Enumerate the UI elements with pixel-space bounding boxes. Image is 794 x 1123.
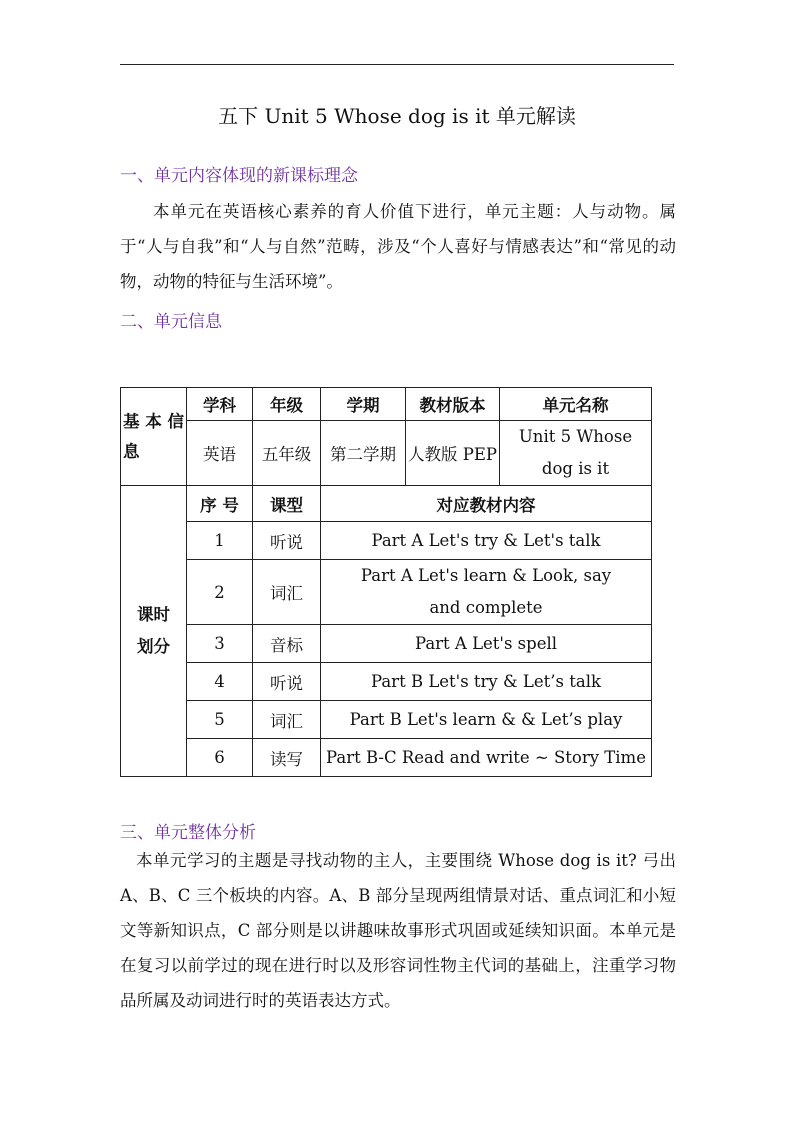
- table-row: [121, 701, 652, 739]
- header-content: 对应教材内容: [321, 486, 652, 522]
- unit-info-table: [120, 387, 652, 777]
- lesson-number: 2: [187, 560, 253, 625]
- header-grade: 年级: [253, 388, 321, 421]
- value-subject: 英语: [187, 421, 253, 486]
- lesson-content: Part A Let's try & Let's talk: [321, 522, 652, 560]
- header-subject: 学科: [187, 388, 253, 421]
- section-heading-1: 一、单元内容体现的新课标理念: [120, 166, 358, 186]
- lesson-content: Part A Let's spell: [321, 625, 652, 663]
- value-textbook: 人教版 PEP: [406, 421, 500, 486]
- lesson-content: Part B Let's learn & & Let’s play: [321, 701, 652, 739]
- header-term: 学期: [321, 388, 406, 421]
- lesson-type: 听说: [253, 522, 321, 560]
- table-row: [121, 560, 652, 625]
- lesson-type: 音标: [253, 625, 321, 663]
- basic-info-label: 基 本 信息: [121, 388, 187, 486]
- section-paragraph-3: 本单元学习的主题是寻找动物的主人，主要围绕 Whose dog is it? 弓出 A、B、C 三个板块的内容。A、B 部分呈现两组情景对话、重点词汇和小短文等新知识点，C 部分则是以讲趣味故事形式巩固或延续知识面。本单元是在复习以前学过的现在进行时以及形容词性物主代词的基础上，注重学习物品所属及动词进行时的英语表达方式。: [120, 851, 676, 1010]
- lesson-number: 3: [187, 625, 253, 663]
- value-unit-name: Unit 5 Whose dog is it: [500, 421, 652, 486]
- table-row: [121, 663, 652, 701]
- header-number: 序 号: [187, 486, 253, 522]
- section-heading-2: 二、单元信息: [120, 312, 222, 332]
- header-textbook: 教材版本: [406, 388, 500, 421]
- lesson-type: 词汇: [253, 701, 321, 739]
- lesson-content: Part A Let's learn & Look, say and complete: [321, 560, 652, 625]
- section-heading-3: 三、单元整体分析: [120, 823, 256, 843]
- table-row: [121, 739, 652, 777]
- value-grade: 五年级: [253, 421, 321, 486]
- table-row: [121, 625, 652, 663]
- lesson-number: 5: [187, 701, 253, 739]
- lesson-division-label: 课时划分: [121, 486, 187, 777]
- section-paragraph-1: 本单元在英语核心素养的育人价值下进行，单元主题：人与动物。属于“人与自我”和“人与自然”范畴，涉及“个人喜好与情感表达”和“常见的动物，动物的特征与生活环境”。: [120, 202, 676, 291]
- lesson-number: 1: [187, 522, 253, 560]
- lesson-type: 词汇: [253, 560, 321, 625]
- lesson-content: Part B Let's try & Let’s talk: [321, 663, 652, 701]
- lesson-content: Part B-C Read and write ~ Story Time: [321, 739, 652, 777]
- value-term: 第二学期: [321, 421, 406, 486]
- lesson-number: 6: [187, 739, 253, 777]
- header-lesson-type: 课型: [253, 486, 321, 522]
- document-title: 五下 Unit 5 Whose dog is it 单元解读: [218, 104, 576, 128]
- lesson-type: 听说: [253, 663, 321, 701]
- table-row: [121, 522, 652, 560]
- lesson-type: 读写: [253, 739, 321, 777]
- header-unit-name: 单元名称: [500, 388, 652, 421]
- lesson-number: 4: [187, 663, 253, 701]
- header-rule: [120, 64, 674, 65]
